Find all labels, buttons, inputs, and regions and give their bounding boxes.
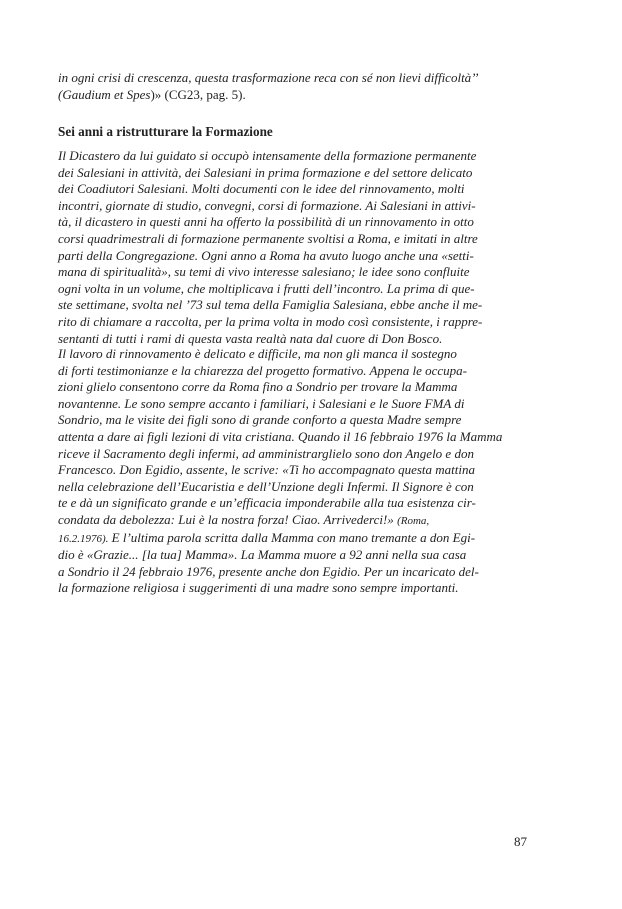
text-line: Il Dicastero da lui guidato si occupò intensamente della formazione permanente (58, 148, 477, 163)
text-line: novantenne. Le sono sempre accanto i familiari, i Salesiani e le Suore FMA di (58, 395, 465, 411)
text-line (58, 512, 534, 530)
text-line (58, 87, 534, 104)
text-line: dio è «Grazie... [la tua] Mamma». La Mamma muore a 92 anni nella sua casa (58, 547, 467, 563)
paragraph-2 (58, 346, 534, 597)
text-line: te e dà un significato grande e un’efficacia imponderabile alla tua esistenza cir- (58, 495, 476, 511)
section-heading: Sei anni a ristrutturare la Formazione (58, 124, 273, 139)
text-run: E l’ultima parola scritta dalla Mamma con mano tremante a don Egi- (108, 529, 476, 545)
text-line: la formazione religiosa i suggerimenti di una madre sono sempre importanti. (58, 580, 459, 596)
letter-date: 16.2.1976). (58, 532, 109, 545)
text-line: ogni volta in un volume, che moltiplicava i frutti dell’incontro. La prima di que- (58, 280, 475, 296)
text-line: tà, il dicastero in questi anni ha offerto la possibilità di un rinnovamento in otto (58, 214, 474, 230)
text-line: Francesco. Don Egidio, assente, le scrive: «Ti ho accompagnato questa mattina (58, 462, 476, 478)
text-line: mana di spiritualità», su temi di vivo interesse salesiano; le idee sono confluite (58, 264, 470, 280)
citation-reference: )» (CG23, pag. 5). (150, 86, 246, 102)
text-line: Sondrio, ma le visite dei figli sono di grande conforto a questa Madre sempre (58, 412, 462, 428)
text-line: in ogni crisi di crescenza, questa trasformazione reca con sé non lievi difficoltà’’ (58, 70, 479, 85)
text-line: rito di chiamare a raccolta, per la prima volta in modo così consistente, i rappre- (58, 313, 483, 329)
paragraph-1 (58, 148, 534, 347)
text-line: riceve il Sacramento degli infermi, ad amministrarglielo sono don Angelo e don (58, 445, 474, 461)
letter-date: (Roma, (397, 514, 430, 527)
intro-quote (58, 70, 534, 103)
letter-closing: condata da debolezza: Lui è la nostra forza! Ciao. Arrivederci!» (58, 511, 398, 527)
text-line: parti della Congregazione. Ogni anno a Roma ha avuto luogo anche una «setti- (58, 247, 474, 263)
text-line: corsi quadrimestrali di formazione permanente svoltisi a Roma, e imitati in altre (58, 230, 478, 246)
text-line: zioni glielo consentono corre da Roma fino a Sondrio per trovare la Mamma (58, 379, 458, 395)
text-line: di forti testimonianze e la chiarezza del progetto formativo. Appena le occupa- (58, 362, 467, 378)
text-line: dei Coadiutori Salesiani. Molti documenti con le idee del rinnovamento, molti (58, 181, 465, 197)
text-line: nella celebrazione dell’Eucaristia e dell’Unzione degli Infermi. Il Signore è con (58, 478, 474, 494)
text-line: sentanti di tutti i rami di questa vasta realtà nata dal cuore di Don Bosco. (58, 330, 443, 346)
text-line: dei Salesiani in attività, dei Salesiani in prima formazione e del settore delicato (58, 164, 473, 180)
text-line: attenta a dare ai figli lezioni di vita cristiana. Quando il 16 febbraio 1976 la Mamma (58, 428, 503, 444)
page-number: 87 (514, 834, 527, 849)
citation-title: (Gaudium et Spes (58, 86, 151, 102)
text-line: a Sondrio il 24 febbraio 1976, presente anche don Egidio. Per un incaricato del- (58, 563, 479, 579)
text-line: ste settimane, svolta nel ’73 sul tema della Famiglia Salesiana, ebbe anche il me- (58, 297, 483, 313)
text-line (58, 530, 534, 548)
text-line: incontri, giornate di studio, convegni, corsi di formazione. Ai Salesiani in attivi- (58, 197, 476, 213)
text-line: Il lavoro di rinnovamento è delicato e difficile, ma non gli manca il sostegno (58, 346, 457, 361)
